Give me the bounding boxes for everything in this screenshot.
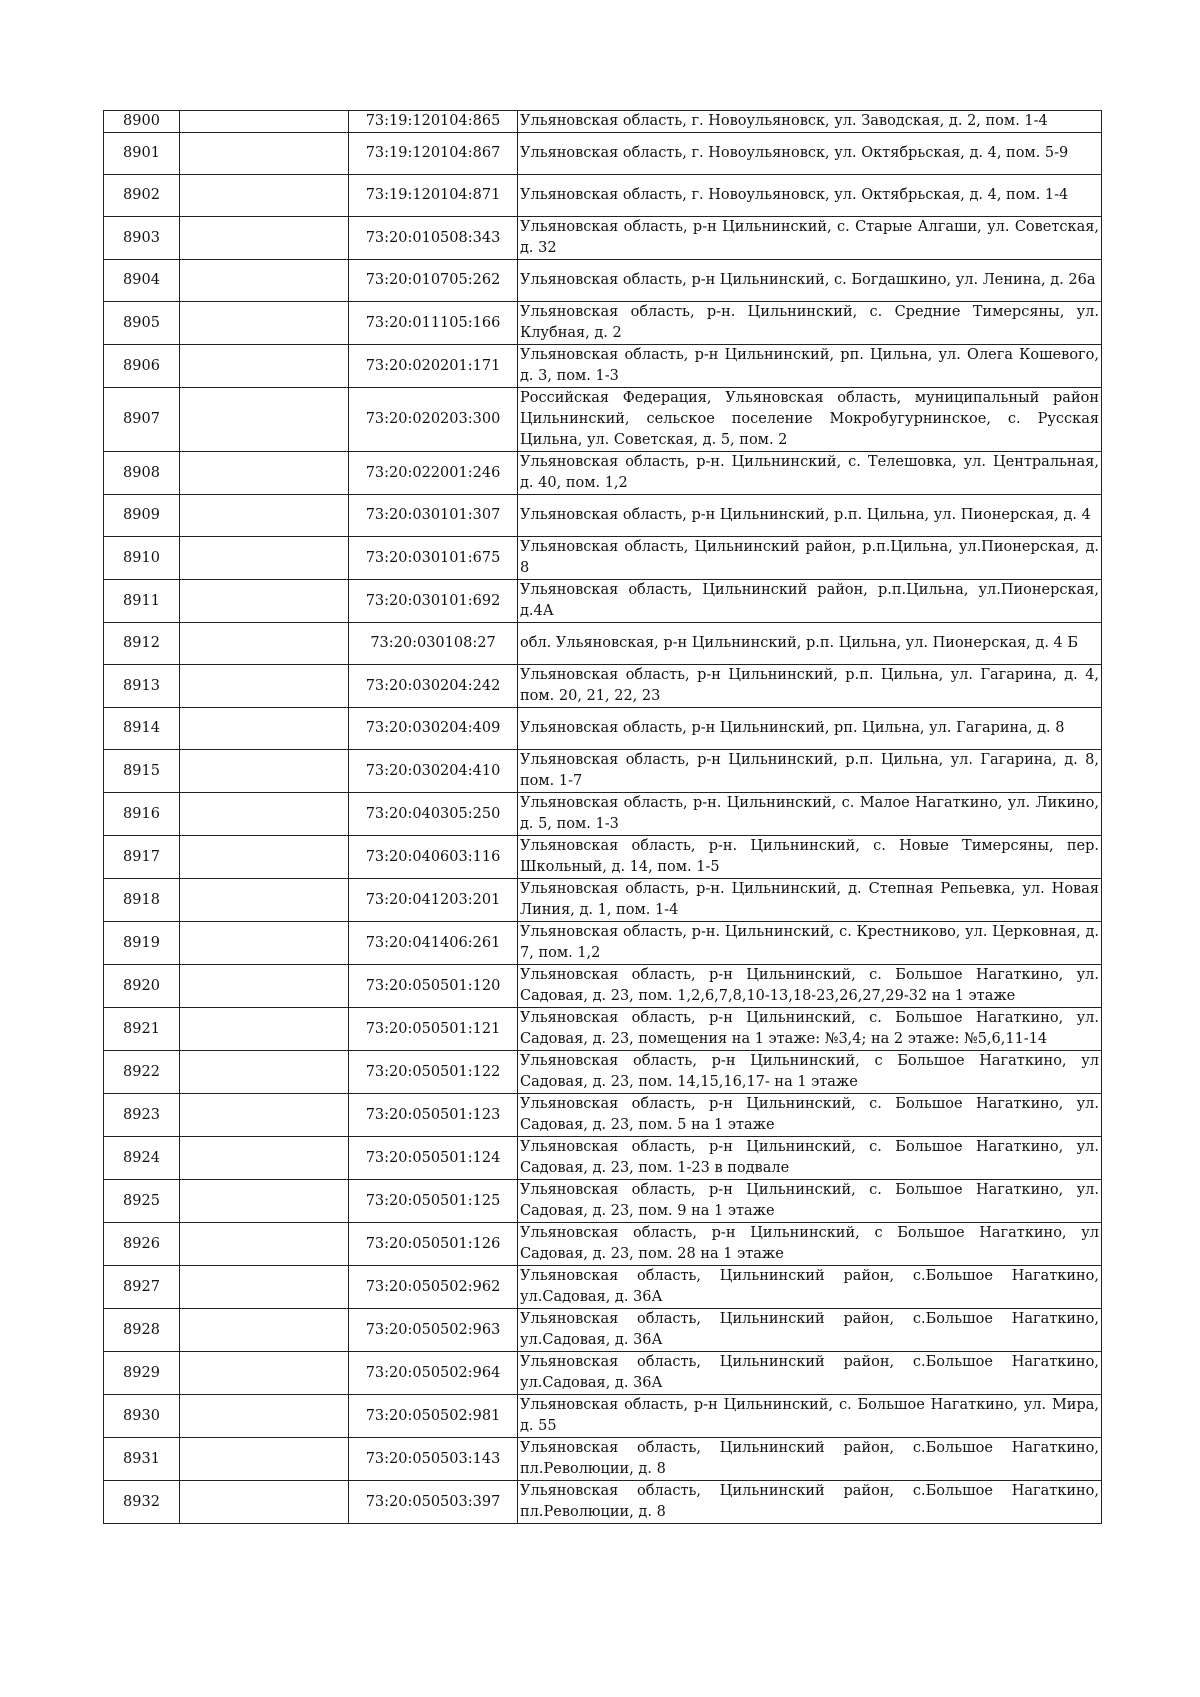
empty-cell: [180, 793, 349, 836]
cadastral-number-cell: 73:20:040603:116: [349, 836, 518, 879]
table-row: [104, 750, 1102, 793]
table-row: [104, 302, 1102, 345]
row-number-cell: 8916: [104, 793, 180, 836]
table-row: [104, 1223, 1102, 1266]
empty-cell: [180, 580, 349, 623]
cadastral-number-cell: 73:20:050503:397: [349, 1481, 518, 1524]
row-number-cell: 8929: [104, 1352, 180, 1395]
address-cell: Ульяновская область, Цильнинский район, с.Большое Нагаткино, ул.Садовая, д. 36А: [518, 1309, 1102, 1352]
table-body: [104, 111, 1102, 1524]
empty-cell: [180, 388, 349, 452]
table-row: [104, 260, 1102, 302]
table-row: [104, 1309, 1102, 1352]
row-number-cell: 8900: [104, 111, 180, 133]
cadastral-number-cell: 73:20:050501:126: [349, 1223, 518, 1266]
empty-cell: [180, 708, 349, 750]
cadastral-number-cell: 73:20:020203:300: [349, 388, 518, 452]
address-cell: Ульяновская область, Цильнинский район, с.Большое Нагаткино, пл.Революции, д. 8: [518, 1438, 1102, 1481]
table-row: [104, 175, 1102, 217]
row-number-cell: 8917: [104, 836, 180, 879]
address-cell: Ульяновская область, р-н. Цильнинский, д. Степная Репьевка, ул. Новая Линия, д. 1, пом. 1-4: [518, 879, 1102, 922]
row-number-cell: 8932: [104, 1481, 180, 1524]
table-row: [104, 793, 1102, 836]
empty-cell: [180, 665, 349, 708]
row-number-cell: 8906: [104, 345, 180, 388]
empty-cell: [180, 879, 349, 922]
cadastral-number-cell: 73:19:120104:871: [349, 175, 518, 217]
address-cell: Ульяновская область, Цильнинский район, р.п.Цильна, ул.Пионерская, д. 8: [518, 537, 1102, 580]
table-row: [104, 345, 1102, 388]
empty-cell: [180, 623, 349, 665]
cadastral-number-cell: 73:20:030204:410: [349, 750, 518, 793]
empty-cell: [180, 750, 349, 793]
cadastral-number-cell: 73:20:050503:143: [349, 1438, 518, 1481]
table-row: [104, 708, 1102, 750]
empty-cell: [180, 922, 349, 965]
cadastral-number-cell: 73:20:040305:250: [349, 793, 518, 836]
table-row: [104, 623, 1102, 665]
address-cell: Ульяновская область, г. Новоульяновск, ул. Октябрьская, д. 4, пом. 5-9: [518, 133, 1102, 175]
address-cell: Ульяновская область, р-н. Цильнинский, с. Телешовка, ул. Центральная, д. 40, пом. 1,2: [518, 452, 1102, 495]
cadastral-number-cell: 73:20:030108:27: [349, 623, 518, 665]
empty-cell: [180, 260, 349, 302]
table-row: [104, 1438, 1102, 1481]
address-cell: Ульяновская область, р-н Цильнинский, с. Старые Алгаши, ул. Советская, д. 32: [518, 217, 1102, 260]
cadastral-number-cell: 73:19:120104:865: [349, 111, 518, 133]
row-number-cell: 8913: [104, 665, 180, 708]
row-number-cell: 8926: [104, 1223, 180, 1266]
cadastral-number-cell: 73:20:020201:171: [349, 345, 518, 388]
empty-cell: [180, 1223, 349, 1266]
row-number-cell: 8931: [104, 1438, 180, 1481]
empty-cell: [180, 1051, 349, 1094]
table-row: [104, 133, 1102, 175]
row-number-cell: 8907: [104, 388, 180, 452]
cadastral-number-cell: 73:19:120104:867: [349, 133, 518, 175]
address-cell: Ульяновская область, р-н Цильнинский, р.п. Цильна, ул. Гагарина, д. 4, пом. 20, 21, 22, 23: [518, 665, 1102, 708]
cadastral-number-cell: 73:20:050502:962: [349, 1266, 518, 1309]
empty-cell: [180, 1352, 349, 1395]
table-row: [104, 495, 1102, 537]
address-cell: Ульяновская область, р-н Цильнинский, р.п. Цильна, ул. Гагарина, д. 8, пом. 1-7: [518, 750, 1102, 793]
table-row: [104, 665, 1102, 708]
cadastral-number-cell: 73:20:030101:307: [349, 495, 518, 537]
row-number-cell: 8911: [104, 580, 180, 623]
cadastral-number-cell: 73:20:011105:166: [349, 302, 518, 345]
row-number-cell: 8925: [104, 1180, 180, 1223]
address-cell: Ульяновская область, р-н Цильнинский, с Большое Нагаткино, ул Садовая, д. 23, пом. 14,15,16,17- на 1 этаже: [518, 1051, 1102, 1094]
row-number-cell: 8919: [104, 922, 180, 965]
row-number-cell: 8928: [104, 1309, 180, 1352]
address-cell: Ульяновская область, р-н Цильнинский, с. Большое Нагаткино, ул. Садовая, д. 23, пом. 1-23 в подвале: [518, 1137, 1102, 1180]
address-cell: Ульяновская область, р-н Цильнинский, р.п. Цильна, ул. Пионерская, д. 4: [518, 495, 1102, 537]
row-number-cell: 8904: [104, 260, 180, 302]
address-cell: Ульяновская область, Цильнинский район, р.п.Цильна, ул.Пионерская, д.4А: [518, 580, 1102, 623]
address-cell: Ульяновская область, р-н Цильнинский, с. Большое Нагаткино, ул. Садовая, д. 23, пом. 9 на 1 этаже: [518, 1180, 1102, 1223]
property-registry-table: [103, 110, 1102, 1524]
cadastral-number-cell: 73:20:050501:121: [349, 1008, 518, 1051]
cadastral-number-cell: 73:20:050502:963: [349, 1309, 518, 1352]
address-cell: Ульяновская область, г. Новоульяновск, ул. Октябрьская, д. 4, пом. 1-4: [518, 175, 1102, 217]
empty-cell: [180, 1137, 349, 1180]
row-number-cell: 8927: [104, 1266, 180, 1309]
cadastral-number-cell: 73:20:030101:692: [349, 580, 518, 623]
address-cell: Ульяновская область, р-н. Цильнинский, с. Крестниково, ул. Церковная, д. 7, пом. 1,2: [518, 922, 1102, 965]
cadastral-number-cell: 73:20:030204:409: [349, 708, 518, 750]
empty-cell: [180, 1481, 349, 1524]
empty-cell: [180, 1438, 349, 1481]
table-row: [104, 1352, 1102, 1395]
empty-cell: [180, 302, 349, 345]
row-number-cell: 8921: [104, 1008, 180, 1051]
address-cell: Ульяновская область, Цильнинский район, с.Большое Нагаткино, пл.Революции, д. 8: [518, 1481, 1102, 1524]
empty-cell: [180, 452, 349, 495]
address-cell: Ульяновская область, р-н Цильнинский, с. Богдашкино, ул. Ленина, д. 26а: [518, 260, 1102, 302]
table-row: [104, 1094, 1102, 1137]
row-number-cell: 8912: [104, 623, 180, 665]
cadastral-number-cell: 73:20:030204:242: [349, 665, 518, 708]
cadastral-number-cell: 73:20:030101:675: [349, 537, 518, 580]
table-row: [104, 580, 1102, 623]
row-number-cell: 8918: [104, 879, 180, 922]
empty-cell: [180, 965, 349, 1008]
empty-cell: [180, 111, 349, 133]
row-number-cell: 8920: [104, 965, 180, 1008]
table-row: [104, 879, 1102, 922]
empty-cell: [180, 1094, 349, 1137]
empty-cell: [180, 217, 349, 260]
table-row: [104, 1266, 1102, 1309]
table-row: [104, 537, 1102, 580]
row-number-cell: 8930: [104, 1395, 180, 1438]
row-number-cell: 8909: [104, 495, 180, 537]
table-row: [104, 111, 1102, 133]
table-row: [104, 452, 1102, 495]
cadastral-number-cell: 73:20:050501:125: [349, 1180, 518, 1223]
row-number-cell: 8910: [104, 537, 180, 580]
row-number-cell: 8924: [104, 1137, 180, 1180]
empty-cell: [180, 1395, 349, 1438]
table-row: [104, 1051, 1102, 1094]
row-number-cell: 8923: [104, 1094, 180, 1137]
cadastral-number-cell: 73:20:041203:201: [349, 879, 518, 922]
empty-cell: [180, 1266, 349, 1309]
address-cell: Ульяновская область, р-н Цильнинский, с. Большое Нагаткино, ул. Мира, д. 55: [518, 1395, 1102, 1438]
cadastral-number-cell: 73:20:010508:343: [349, 217, 518, 260]
cadastral-number-cell: 73:20:050501:124: [349, 1137, 518, 1180]
row-number-cell: 8915: [104, 750, 180, 793]
address-cell: Ульяновская область, р-н Цильнинский, рп. Цильна, ул. Гагарина, д. 8: [518, 708, 1102, 750]
table-row: [104, 1395, 1102, 1438]
empty-cell: [180, 1008, 349, 1051]
cadastral-number-cell: 73:20:050501:123: [349, 1094, 518, 1137]
table-row: [104, 1481, 1102, 1524]
row-number-cell: 8922: [104, 1051, 180, 1094]
table-row: [104, 1008, 1102, 1051]
empty-cell: [180, 1309, 349, 1352]
row-number-cell: 8908: [104, 452, 180, 495]
address-cell: Ульяновская область, р-н Цильнинский, с Большое Нагаткино, ул Садовая, д. 23, пом. 28 на 1 этаже: [518, 1223, 1102, 1266]
row-number-cell: 8901: [104, 133, 180, 175]
address-cell: обл. Ульяновская, р-н Цильнинский, р.п. Цильна, ул. Пионерская, д. 4 Б: [518, 623, 1102, 665]
row-number-cell: 8905: [104, 302, 180, 345]
empty-cell: [180, 495, 349, 537]
empty-cell: [180, 175, 349, 217]
empty-cell: [180, 836, 349, 879]
address-cell: Российская Федерация, Ульяновская область, муниципальный район Цильнинский, сельское поселение Мокробугурнинское, с. Русская Цильна, ул. Советская, д. 5, пом. 2: [518, 388, 1102, 452]
address-cell: Ульяновская область, р-н. Цильнинский, с. Новые Тимерсяны, пер. Школьный, д. 14, пом. 1-5: [518, 836, 1102, 879]
empty-cell: [180, 1180, 349, 1223]
address-cell: Ульяновская область, р-н Цильнинский, рп. Цильна, ул. Олега Кошевого, д. 3, пом. 1-3: [518, 345, 1102, 388]
address-cell: Ульяновская область, г. Новоульяновск, ул. Заводская, д. 2, пом. 1-4: [518, 111, 1102, 133]
address-cell: Ульяновская область, р-н Цильнинский, с. Большое Нагаткино, ул. Садовая, д. 23, помещения на 1 этаже: №3,4; на 2 этаже: №5,6,11-14: [518, 1008, 1102, 1051]
address-cell: Ульяновская область, Цильнинский район, с.Большое Нагаткино, ул.Садовая, д. 36А: [518, 1266, 1102, 1309]
empty-cell: [180, 537, 349, 580]
row-number-cell: 8914: [104, 708, 180, 750]
empty-cell: [180, 133, 349, 175]
address-cell: Ульяновская область, р-н. Цильнинский, с. Средние Тимерсяны, ул. Клубная, д. 2: [518, 302, 1102, 345]
table-row: [104, 1137, 1102, 1180]
table-row: [104, 388, 1102, 452]
empty-cell: [180, 345, 349, 388]
table-row: [104, 965, 1102, 1008]
cadastral-number-cell: 73:20:010705:262: [349, 260, 518, 302]
address-cell: Ульяновская область, Цильнинский район, с.Большое Нагаткино, ул.Садовая, д. 36А: [518, 1352, 1102, 1395]
row-number-cell: 8902: [104, 175, 180, 217]
cadastral-number-cell: 73:20:022001:246: [349, 452, 518, 495]
table-row: [104, 217, 1102, 260]
address-cell: Ульяновская область, р-н Цильнинский, с. Большое Нагаткино, ул. Садовая, д. 23, пом. 1,2,6,7,8,10-13,18-23,26,27,29-32 на 1 этаже: [518, 965, 1102, 1008]
address-cell: Ульяновская область, р-н. Цильнинский, с. Малое Нагаткино, ул. Ликино, д. 5, пом. 1-3: [518, 793, 1102, 836]
address-cell: Ульяновская область, р-н Цильнинский, с. Большое Нагаткино, ул. Садовая, д. 23, пом. 5 на 1 этаже: [518, 1094, 1102, 1137]
row-number-cell: 8903: [104, 217, 180, 260]
table-row: [104, 1180, 1102, 1223]
table-row: [104, 836, 1102, 879]
cadastral-number-cell: 73:20:050501:122: [349, 1051, 518, 1094]
cadastral-number-cell: 73:20:050502:964: [349, 1352, 518, 1395]
cadastral-number-cell: 73:20:050501:120: [349, 965, 518, 1008]
cadastral-number-cell: 73:20:050502:981: [349, 1395, 518, 1438]
table-row: [104, 922, 1102, 965]
cadastral-number-cell: 73:20:041406:261: [349, 922, 518, 965]
